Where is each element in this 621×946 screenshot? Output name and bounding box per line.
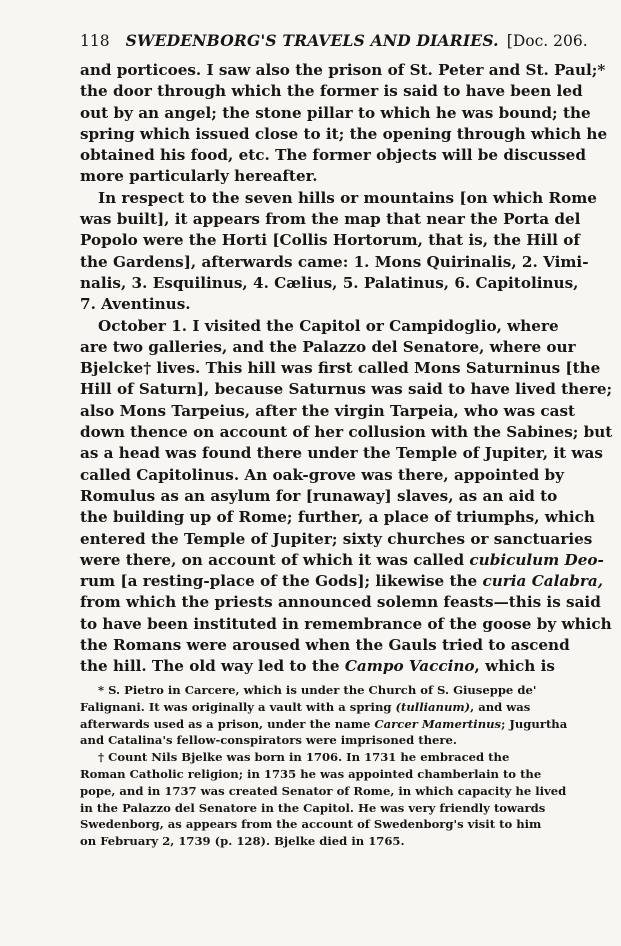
text-line: October 1. I visited the Capitol or Campidoglio, where (98, 316, 559, 335)
text-line: down thence on account of her collusion with the Sabines; but (80, 423, 613, 442)
text-segment: ; Jugurtha (501, 716, 568, 731)
text-line: Popolo were the Horti [Collis Hortorum, that is, the Hill of (80, 231, 580, 250)
italic-term: Carcer Mamertinus (374, 716, 502, 731)
text-line (80, 656, 621, 677)
text-line: In respect to the seven hills or mountains [on which Rome (98, 188, 597, 207)
text-segment: afterwards used as a prison, under the name (80, 716, 375, 731)
page-number: 118 (80, 32, 110, 50)
footnote-line: Swedenborg, as appears from the account of Swedenborg's visit to him (80, 817, 542, 832)
main-text (80, 60, 621, 678)
text-line: entered the Temple of Jupiter; sixty churches or sanctuaries (80, 529, 593, 548)
running-title: SWEDENBORG'S TRAVELS AND DIARIES. (125, 31, 499, 50)
text-line: Bjelcke† lives. This hill was first called Mons Saturninus [the (80, 359, 601, 378)
running-header (80, 31, 621, 50)
text-line: also Mons Tarpeius, after the virgin Tarpeia, who was cast (80, 401, 576, 420)
text-line: the Romans were aroused when the Gauls tried to ascend (80, 636, 570, 655)
text-line: more particularly hereafter. (80, 167, 318, 186)
text-segment: were there, on account of which it was called (80, 550, 470, 569)
footnote-line (80, 699, 621, 716)
text-line: to have been instituted in remembrance of the goose by which (80, 614, 612, 633)
text-line: from which the priests announced solemn feasts—this is said (80, 593, 601, 612)
text-segment: , which is (474, 657, 555, 676)
italic-term: cubiculum Deo- (469, 550, 604, 569)
text-line: out by an angel; the stone pillar to which he was bound; the (80, 103, 591, 122)
text-line (80, 550, 621, 571)
text-line: are two galleries, and the Palazzo del Senatore, where our (80, 337, 576, 356)
text-segment: the hill. The old way led to the (80, 657, 345, 676)
footnote-line: in the Palazzo del Senatore in the Capitol. He was very friendly towards (80, 800, 546, 815)
text-segment: Falignani. It was originally a vault with a spring (80, 699, 396, 714)
text-line: obtained his food, etc. The former objects will be discussed (80, 146, 586, 165)
italic-term: curia Calabra, (482, 572, 603, 591)
footnote-line: on February 2, 1739 (p. 128). Bjelke died in 1765. (80, 834, 405, 849)
document-reference: [Doc. 206. (506, 32, 588, 50)
text-line: the building up of Rome; further, a place of triumphs, which (80, 508, 595, 527)
text-line: the Gardens], afterwards came: 1. Mons Quirinalis, 2. Vimi- (80, 252, 589, 271)
footnote-line: Roman Catholic religion; in 1735 he was appointed chamberlain to the (80, 766, 542, 781)
text-segment: rum [a resting-place of the Gods]; likewise the (80, 572, 483, 591)
text-line (80, 571, 621, 592)
italic-term: Campo Vaccino (344, 657, 475, 676)
italic-term: (tullianum) (395, 699, 471, 714)
footnote-line: and Catalina's fellow-conspirators were imprisoned there. (80, 733, 457, 748)
footnotes (80, 682, 621, 850)
text-line: as a head was found there under the Temple of Jupiter, it was (80, 444, 603, 463)
text-line: nalis, 3. Esquilinus, 4. Cælius, 5. Palatinus, 6. Capitolinus, (80, 273, 579, 292)
text-line: Hill of Saturn], because Saturnus was said to have lived there; (80, 380, 613, 399)
footnote-line (80, 716, 621, 733)
text-line: spring which issued close to it; the opening through which he (80, 124, 608, 143)
text-line: and porticoes. I saw also the prison of St. Peter and St. Paul;* (80, 61, 606, 79)
text-line: the door through which the former is said to have been led (80, 82, 583, 101)
footnote-line: * S. Pietro in Carcere, which is under the Church of S. Giuseppe de' (98, 683, 537, 697)
text-line: was built], it appears from the map that near the Porta del (80, 210, 581, 229)
footnote-line: pope, and in 1737 was created Senator of Rome, in which capacity he lived (80, 783, 567, 798)
text-line: called Capitolinus. An oak-grove was there, appointed by (80, 465, 564, 484)
text-segment: , and was (470, 699, 531, 714)
text-line: Romulus as an asylum for [runaway] slaves, as an aid to (80, 486, 558, 505)
text-line: 7. Aventinus. (80, 295, 191, 314)
footnote-line: † Count Nils Bjelke was born in 1706. In 1731 he embraced the (98, 750, 510, 765)
